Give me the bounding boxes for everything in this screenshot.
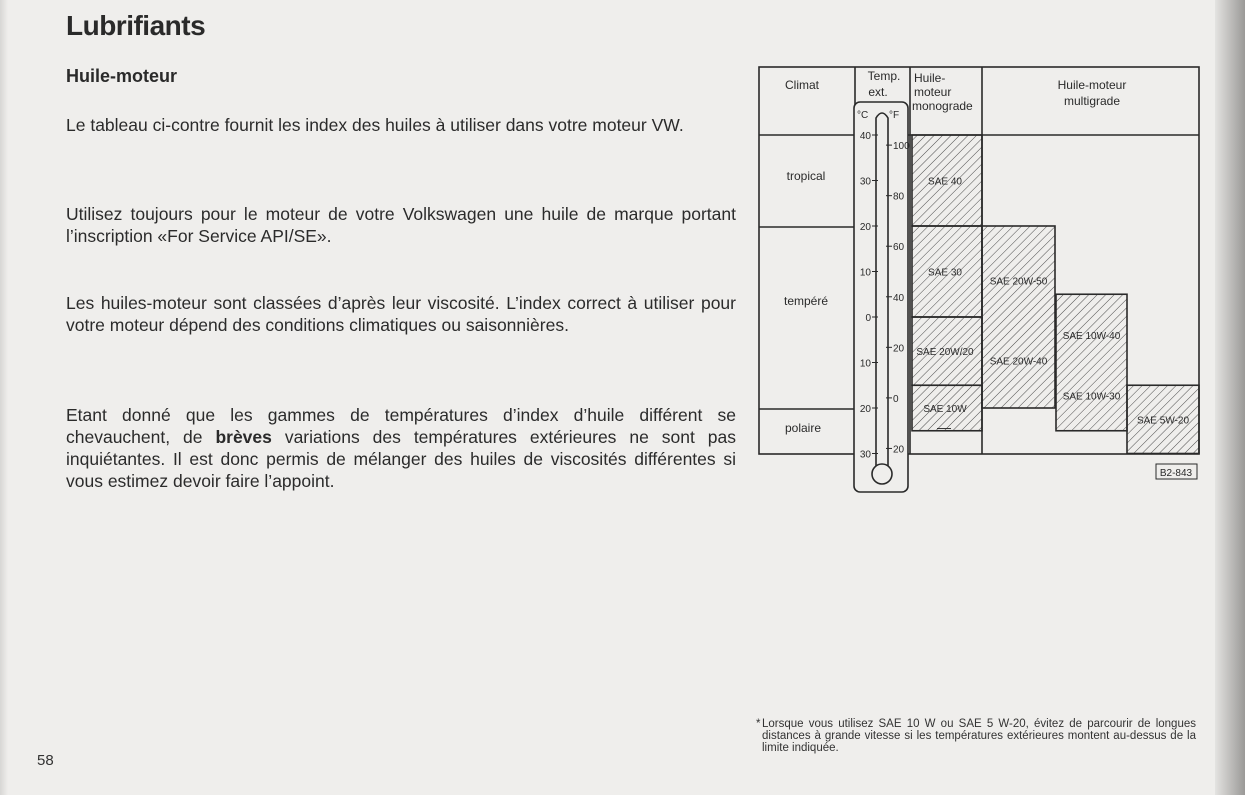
paragraph-mixing-bold: brèves: [215, 427, 272, 447]
page-number: 58: [37, 752, 54, 769]
paragraph-viscosity: Les huiles-moteur sont classées d’après leur viscosité. L’index correct à utiliser pour votre moteur dépend des conditions climatiques ou saisonnières.: [66, 293, 736, 335]
header-mono-2: moteur: [914, 85, 952, 99]
multigrade-bar-sae-20w-50: [982, 226, 1055, 408]
polar-no-monograde: —: [937, 419, 951, 435]
celsius-tick-label: 0: [865, 313, 871, 324]
multigrade-label-sae-20w-50: SAE 20W-50: [989, 276, 1048, 288]
multigrade-bar-sae-10w-40: [1056, 294, 1127, 431]
paragraph-api: Utilisez toujours pour le moteur de votre Volkswagen une huile de marque portant l’inscription «For Service API/SE».: [66, 204, 736, 246]
paragraph-mixing-end: variations des températures extérieures ne sont pas inquiétantes. Il est donc permis de mélanger des huiles de viscosités différentes si vous estimez devoir faire l’appoint.: [66, 427, 737, 491]
header-temp-2: ext.: [868, 85, 888, 99]
multigrade-label-sae-10w-40: SAE 10W-40: [1062, 331, 1121, 343]
fahrenheit-tick-label: 60: [893, 242, 905, 254]
figure-code: B2-843: [1159, 468, 1193, 479]
footnote-asterisk: *: [756, 718, 761, 730]
page-title: Lubrifiants: [66, 10, 206, 41]
climate-tempere: tempéré: [783, 294, 829, 308]
figure-code-box: [1156, 464, 1197, 479]
header-temp-1: Temp.: [867, 69, 901, 83]
fahrenheit-tick-label: 20: [893, 343, 905, 355]
unit-fahrenheit: °F: [889, 110, 900, 121]
celsius-tick-label: 40: [859, 131, 871, 142]
monograde-label-sae-30: SAE 30: [928, 267, 962, 279]
header-multi-1: Huile-moteur: [1057, 78, 1127, 92]
section-heading: Huile-moteur: [66, 66, 178, 86]
celsius-tick-label: 30: [859, 176, 871, 188]
monograde-label-sae-20w-20: SAE 20W/20: [916, 347, 974, 359]
header-multi-2: multigrade: [1063, 94, 1121, 108]
footnote-text: Lorsque vous utilisez SAE 10 W ou SAE 5 W-20, évitez de parcourir de longues distances à grande vitesse si les températures extérieures montent au-dessus de la limite indiquée.: [762, 718, 1196, 754]
monograde-label-sae-10w: SAE 10W: [923, 404, 967, 415]
paragraph-mixing-start: Etant donné que les gammes de températures d’index d’huile différent se chevauchent, de: [66, 405, 736, 447]
multigrade-label-sae-20w-40: SAE 20W-40: [989, 356, 1048, 368]
celsius-tick-label: 20: [859, 404, 871, 415]
fahrenheit-tick-label: 40: [893, 292, 905, 304]
multigrade-label-sae-10w-30: SAE 10W-30: [1062, 391, 1121, 403]
fahrenheit-tick-label: 0: [893, 393, 899, 405]
celsius-tick-label: 10: [859, 358, 871, 370]
header-mono-3: monograde: [912, 99, 973, 113]
celsius-tick-label: 10: [859, 267, 871, 279]
fahrenheit-tick-label: 80: [893, 191, 905, 203]
paragraph-intro: Le tableau ci-contre fournit les index des huiles à utiliser dans votre moteur VW.: [66, 115, 684, 135]
celsius-tick-label: 30: [859, 449, 871, 461]
unit-celsius: °C: [857, 110, 869, 121]
header-climat: Climat: [784, 78, 820, 92]
celsius-tick-label: 20: [859, 222, 871, 233]
climate-tropical: tropical: [786, 169, 826, 183]
monograde-label-sae-40: SAE 40: [928, 176, 962, 188]
header-mono-1: Huile-: [914, 71, 946, 85]
fahrenheit-tick-label: 20: [893, 444, 905, 456]
climate-polaire: polaire: [784, 421, 822, 435]
multigrade-label-sae-5w-20: SAE 5W-20: [1136, 415, 1190, 427]
fahrenheit-tick-label: 100: [893, 141, 910, 153]
